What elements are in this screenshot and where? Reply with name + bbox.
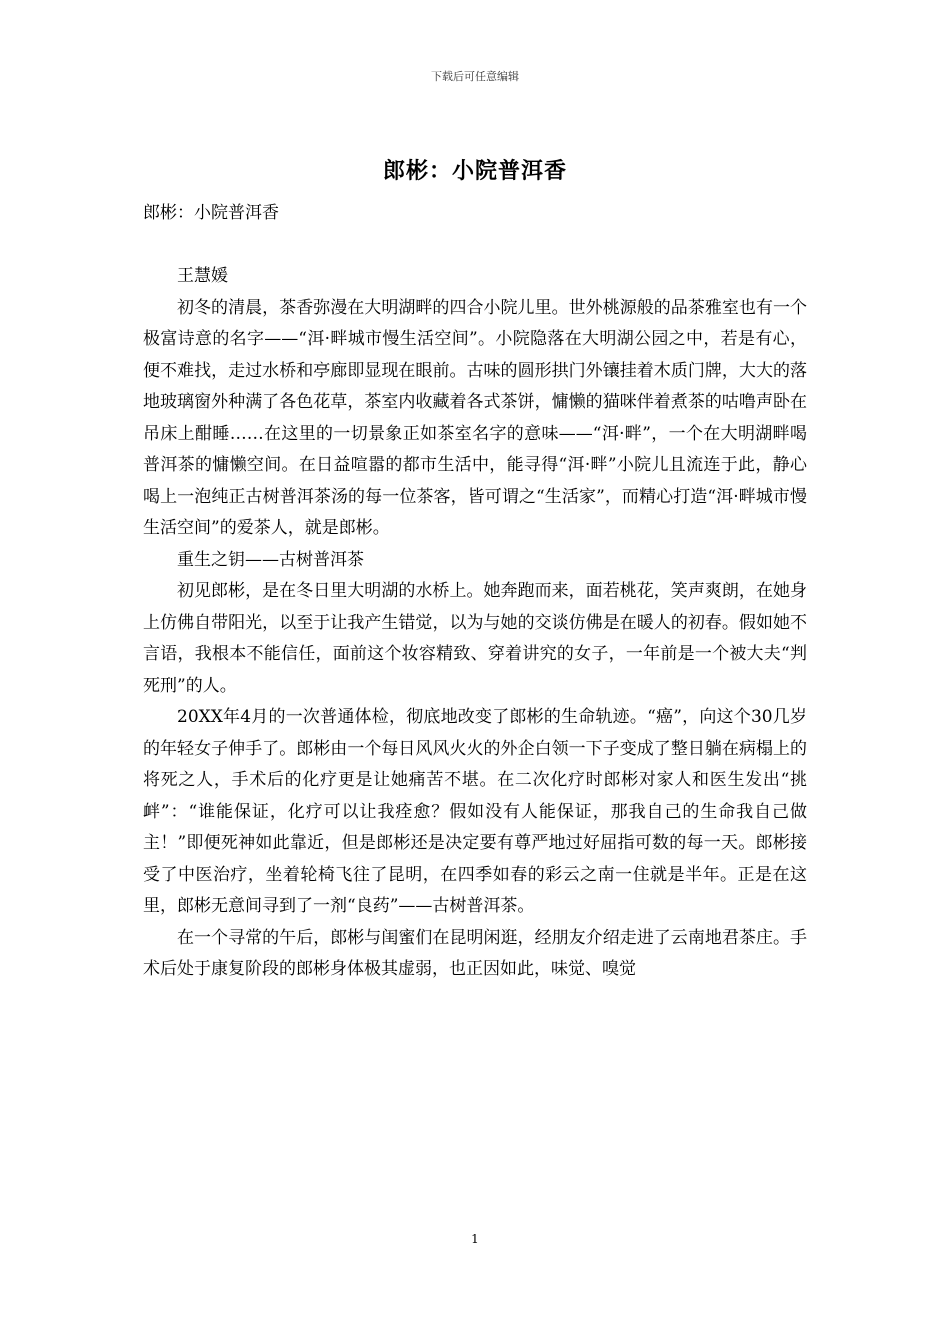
paragraph-first-meeting: 初见郎彬，是在冬日里大明湖的水桥上。她奔跑而来，面若桃花，笑声爽朗，在她身上仿佛自带阳光，以至于让我产生错觉，以为与她的交谈仿佛是在暖人的初春。假如她不言语，我根本不能信任，面前这个妆容精致、穿着讲究的女子，一年前是一个被大夫“判死刑”的人。 (143, 581, 807, 696)
header-note: 下载后可任意编辑 (431, 70, 519, 83)
blank-line (143, 230, 807, 262)
author-line: 王慧媛 (177, 266, 228, 286)
paragraph-diagnosis: 20XX年4月的一次普通体检，彻底地改变了郎彬的生命轨迹。“癌”，向这个30几岁的年轻女子伸手了。郎彬由一个每日风风火火的外企白领一下子变成了整日躺在病榻上的将死之人，手术后的化疗更是让她痛苦不堪。在二次化疗时郎彬对家人和医生发出“挑衅”：“谁能保证，化疗可以让我痊愈？假如没有人能保证，那我自己的生命我自己做主！”即便死神如此靠近，但是郎彬还是决定要有尊严地过好屈指可数的每一天。郎彬接受了中医治疗，坐着轮椅飞往了昆明，在四季如春的彩云之南一住就是半年。正是在这里，郎彬无意间寻到了一剂“良药”——古树普洱茶。 (143, 707, 807, 916)
paragraph-tea-house: 在一个寻常的午后，郎彬与闺蜜们在昆明闲逛，经朋友介绍走进了云南地君茶庄。手术后处于康复阶段的郎彬身体极其虚弱，也正因如此，味觉、嗅觉 (143, 927, 807, 979)
section-heading: 重生之钥——古树普洱茶 (177, 549, 364, 570)
page-number: 1 (471, 1232, 479, 1246)
document-title: 郎彬：小院普洱香 (382, 158, 567, 184)
subtitle-line: 郎彬：小院普洱香 (143, 203, 279, 223)
paragraph-intro: 初冬的清晨，茶香弥漫在大明湖畔的四合小院儿里。世外桃源般的品茶雅室也有一个极富诗意的名字——“洱·畔城市慢生活空间”。小院隐落在大明湖公园之中，若是有心，便不难找，走过水桥和亭廊即显现在眼前。古味的圆形拱门外镶挂着木质门牌，大大的落地玻璃窗外种满了各色花草，茶室内收藏着各式茶饼，慵懒的猫咪伴着煮茶的咕噜声卧在吊床上酣睡……在这里的一切景象正如茶室名字的意味——“洱·畔”，一个在大明湖畔喝普洱茶的慵懒空间。在日益喧嚣的都市生活中，能寻得“洱·畔”小院儿且流连于此，静心喝上一泡纯正古树普洱茶汤的每一位茶客，皆可谓之“生活家”，而精心打造“洱·畔城市慢生活空间”的爱茶人，就是郎彬。 (143, 297, 807, 538)
document-body (143, 198, 807, 986)
